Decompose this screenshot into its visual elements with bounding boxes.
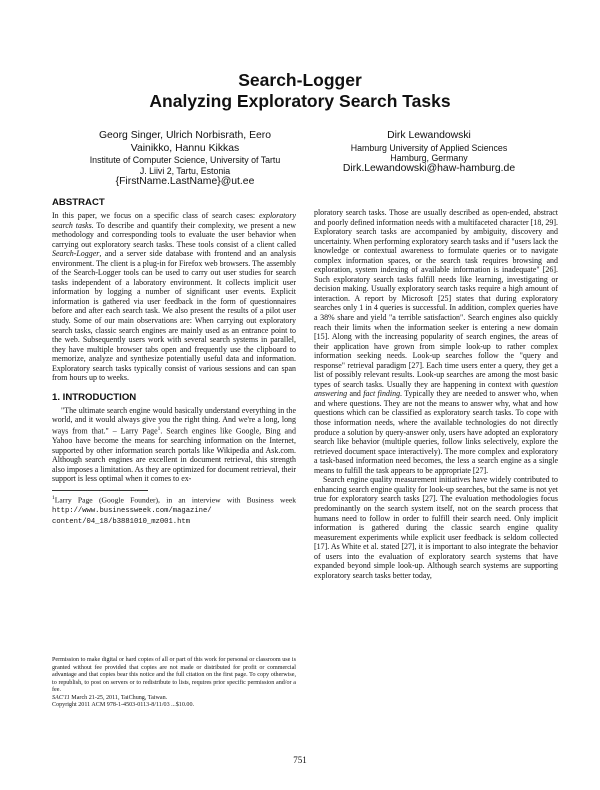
- footnote-url[interactable]: http://www.businessweek.com/magazine/ content/04_18/b3881010_mz001.htm: [52, 506, 212, 526]
- intro-paragraph: "The ultimate search engine would basically understand everything in the world, and it would always give you the right thing. And we're a long, long ways from that." – Larry Page$^1$. Search engines like Google, Bing and Yahoo have become the means for searching information on the Internet, supported by other information search portals like Wikipedia and Ask.com. Although search engines are excellent in document retrieval, this strength also imposes a limitation. As they are optimized for document retrieval, their support is less optimal when it comes to ex-: [52, 405, 297, 484]
- footnote-rule: [52, 490, 148, 491]
- title-line-1: Search-Logger: [238, 70, 362, 90]
- footnote: $^1$Larry Page (Google Founder), in an interview with Business week http://www.businessweek.com/magazine/ content/04_18/b3881010_mz001.htm: [52, 494, 296, 526]
- abstract-heading: ABSTRACT: [52, 197, 105, 208]
- author-email: Dirk.Lewandowski@haw-hamburg.de: [342, 163, 516, 175]
- author-affiliation: Hamburg University of Applied Sciences: [350, 142, 508, 153]
- intro-heading: 1. INTRODUCTION: [52, 391, 137, 403]
- conference-info: SAC'11 March 21-25, 2011, TaiChung, Taiwan.: [52, 694, 168, 701]
- author-names-line-1: Dirk Lewandowski: [387, 130, 471, 141]
- author-block-1: [62, 130, 308, 189]
- left-column: [52, 197, 296, 527]
- author-block-2: [306, 130, 552, 176]
- author-address: Hamburg, Germany: [390, 153, 468, 163]
- author-names-line-2: Vainikko, Hannu Kikkas: [130, 142, 240, 154]
- title-line-2: Analyzing Exploratory Search Tasks: [149, 91, 451, 111]
- author-address: J. Liivi 2, Tartu, Estonia: [139, 165, 231, 176]
- page-number: 751: [293, 755, 307, 765]
- abstract-text: In this paper, we focus on a specific class of search cases: exploratory search tasks. To describe and quantify their complexity, we present a new methodology and corresponding tools to evaluate the user behavior when carrying out exploratory search tasks. These tools consist of a client called Search-Logger, and a server side database with frontend and an analysis environment. The client is a plug-in for Firefox web browsers. The assembly of the Search-Logger tools can be used to carry out user studies for search tasks independent of a laboratory environment. It collects implicit user information by logging a number of significant user events. Explicit information is gathered via user feedback in the form of questionnaires before and after each search task. We also present the results of a pilot user study. Some of our main observations are: When carrying out exploratory search tasks, classic search engines are mainly used as an entrance point to the web. Subsequently users work with several search systems in parallel, they have multiple browser tabs open and frequently use the clipboard to memorize, analyze and synthesize potentially useful data and information. Exploratory search tasks typically consist of various sessions and can span from hours up to weeks.: [52, 211, 296, 383]
- author-email: {FirstName.LastName}@ut.ee: [115, 176, 255, 187]
- right-column: [314, 208, 558, 580]
- permission-text: Permission to make digital or hard copies of all or part of this work for personal or classroom use is granted without fee provided that copies are not made or distributed for profit or commercial advantage and that copies bear this notice and the full citation on the first page. To copy otherwise, to republish, to post on servers or to redistribute to lists, requires prior specific permission and/or a fee.: [52, 657, 296, 693]
- footnote-ref: 1: [157, 425, 161, 432]
- author-names-line-1: Georg Singer, Ulrich Norbisrath, Eero: [98, 130, 272, 141]
- author-affiliation: Institute of Computer Science, University of Tartu: [89, 155, 281, 166]
- right-paragraph-2: Search engine quality measurement initiatives have widely contributed to enhancing search engine quality for look-up searches, but the same is not yet true for exploratory search tasks [27]. The evaluation methodologies focus predominantly on the search system itself, not on the search process that humans need to follow in order to fulfill their search need. Only implicit information is gathered during the classic search engine quality measurement experiments while explicit user feedback is seldom collected [17]. As White et al. stated [27], it is important to also integrate the behavior of users into the evaluation of exploratory search systems that have expanded beyond simple look-up. Although search systems are supporting exploratory search tasks better today,: [314, 475, 559, 580]
- copyright: Copyright 2011 ACM 978-1-4503-0113-8/11/03 ...$10.00.: [52, 702, 195, 708]
- paper-title: [0, 70, 600, 112]
- right-paragraph-1: ploratory search tasks. Those are usually described as open-ended, abstract and poorly defined information needs with a multifaceted character [18, 29]. Exploratory search tasks are accompanied by ambiguity, discovery and uncertainty. When performing exploratory search tasks and if "users lack the knowledge or contextual awareness to formulate queries or to navigate complex information spaces, or the search task requires browsing and exploration, system indexing of available information is inadequate" [26]. Such exploratory search tasks fulfill needs like learning, investigating or decision making. Usually exploratory search tasks require a high amount of interaction. A report by Microsoft [25] states that during exploratory searches only 1 in 4 queries is successful. In addition, complex queries have a 38% share and yield "a terrible satisfaction". Search engines also quickly reach their limits when the information seeker is entering a new domain [15]. Along with the increasing popularity of search engines, the areas of their application have grown from simple look-up to rather complex information seeking needs. Look-up searches follow the "query and response" retrieval paradigm [27]. Each time users enter a query, they get a list of possibly relevant results. Look-up searches are among the most basic types of search tasks. Usually they are happening in context with question answering and fact finding. Typically they are needed to answer who, when and where questions. They are not the means to answer why, what and how questions which can be classified as exploratory search tasks. To cope with those information needs, where the available technologies do not directly produce a solution by query-answer only, users have adopted an exploratory search like behavior (multiple queries, follow links selectively, explore the retrieved document space interactively). The more complex and exploratory a task-based information need becomes, the less a search engine as a single means to fulfill the task appears to be appropriate [27].: [314, 208, 558, 475]
- permission-block: [52, 657, 296, 710]
